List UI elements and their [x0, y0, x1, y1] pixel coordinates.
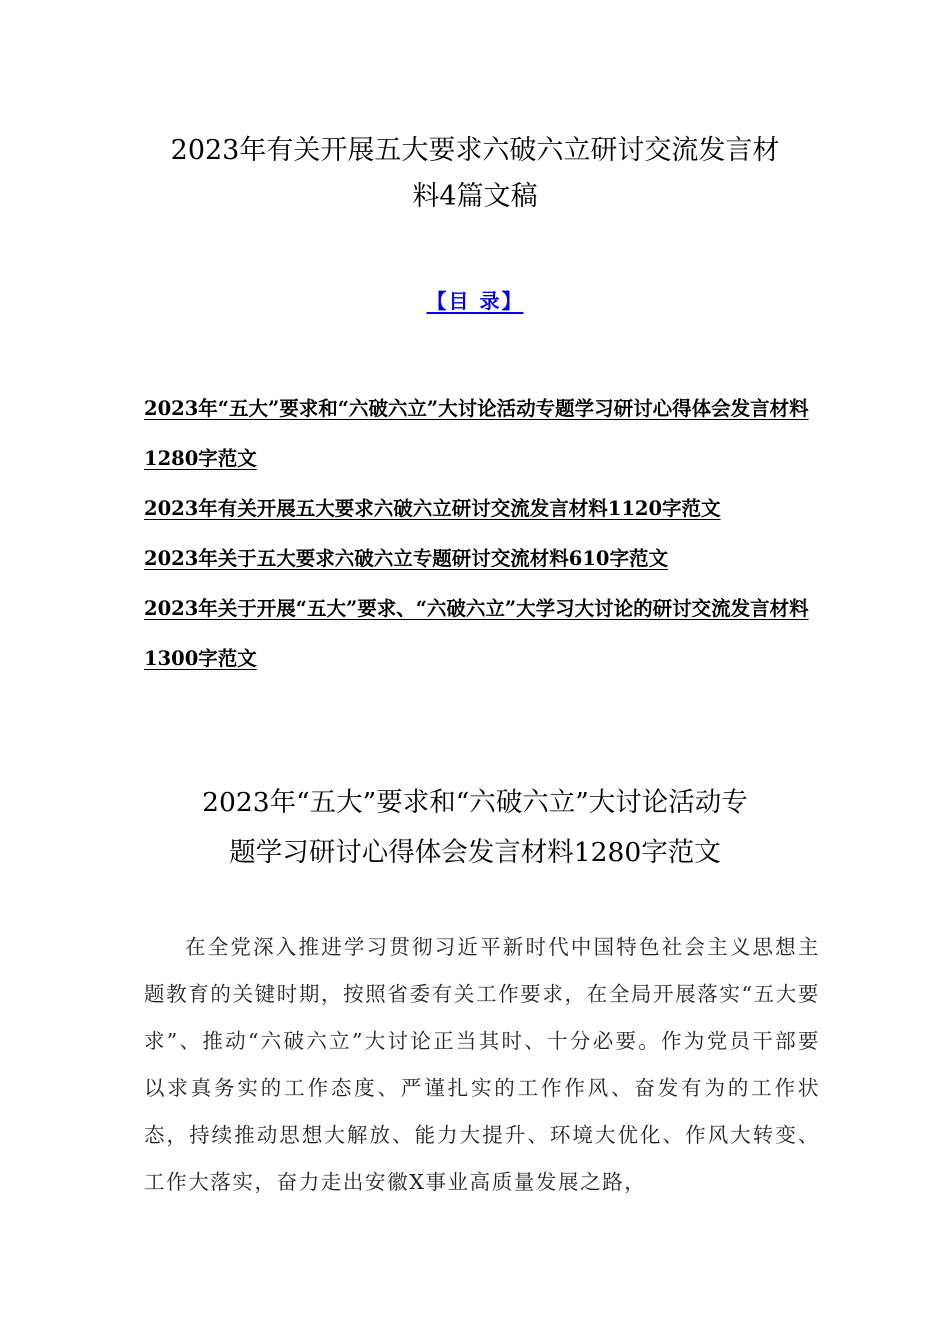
- toc-link-2[interactable]: 2023年有关开展五大要求六破六立研讨交流发言材料1120字范文: [144, 497, 721, 520]
- toc-item: [144, 484, 824, 534]
- toc-link-3[interactable]: 2023年关于五大要求六破六立专题研讨交流材料610字范文: [144, 547, 668, 570]
- toc-item: [144, 584, 824, 684]
- section-title: [130, 778, 820, 878]
- document-title-line-1: 2023年有关开展五大要求六破六立研讨交流发言材: [170, 135, 780, 166]
- table-of-contents: [144, 384, 824, 684]
- toc-link-4[interactable]: 2023年关于开展“五大”要求、“六破六立”大学习大讨论的研讨交流发言材料1300字范文: [144, 597, 809, 670]
- document-title: [130, 128, 820, 220]
- toc-item: [144, 384, 824, 484]
- section-title-line-1: 2023年“五大”要求和“六破六立”大讨论活动专: [202, 787, 748, 818]
- section-title-line-2: 题学习研讨心得体会发言材料1280字范文: [229, 837, 721, 868]
- document-title-line-2: 料4篇文稿: [412, 181, 538, 212]
- toc-item: [144, 534, 824, 584]
- toc-link-1[interactable]: 2023年“五大”要求和“六破六立”大讨论活动专题学习研讨心得体会发言材料1280字范文: [144, 397, 809, 470]
- toc-heading-link[interactable]: 【目 录】: [426, 289, 524, 313]
- toc-heading: [0, 286, 950, 316]
- body-paragraph: 在全党深入推进学习贯彻习近平新时代中国特色社会主义思想主题教育的关键时期，按照省委有关工作要求，在全局开展落实“五大要求”、推动“六破六立”大讨论正当其时、十分必要。作为党员干部要以求真务实的工作态度、严谨扎实的工作作风、奋发有为的工作状态，持续推动思想大解放、能力大提升、环境大优化、作风大转变、工作大落实，奋力走出安徽X事业高质量发展之路，: [144, 935, 820, 1194]
